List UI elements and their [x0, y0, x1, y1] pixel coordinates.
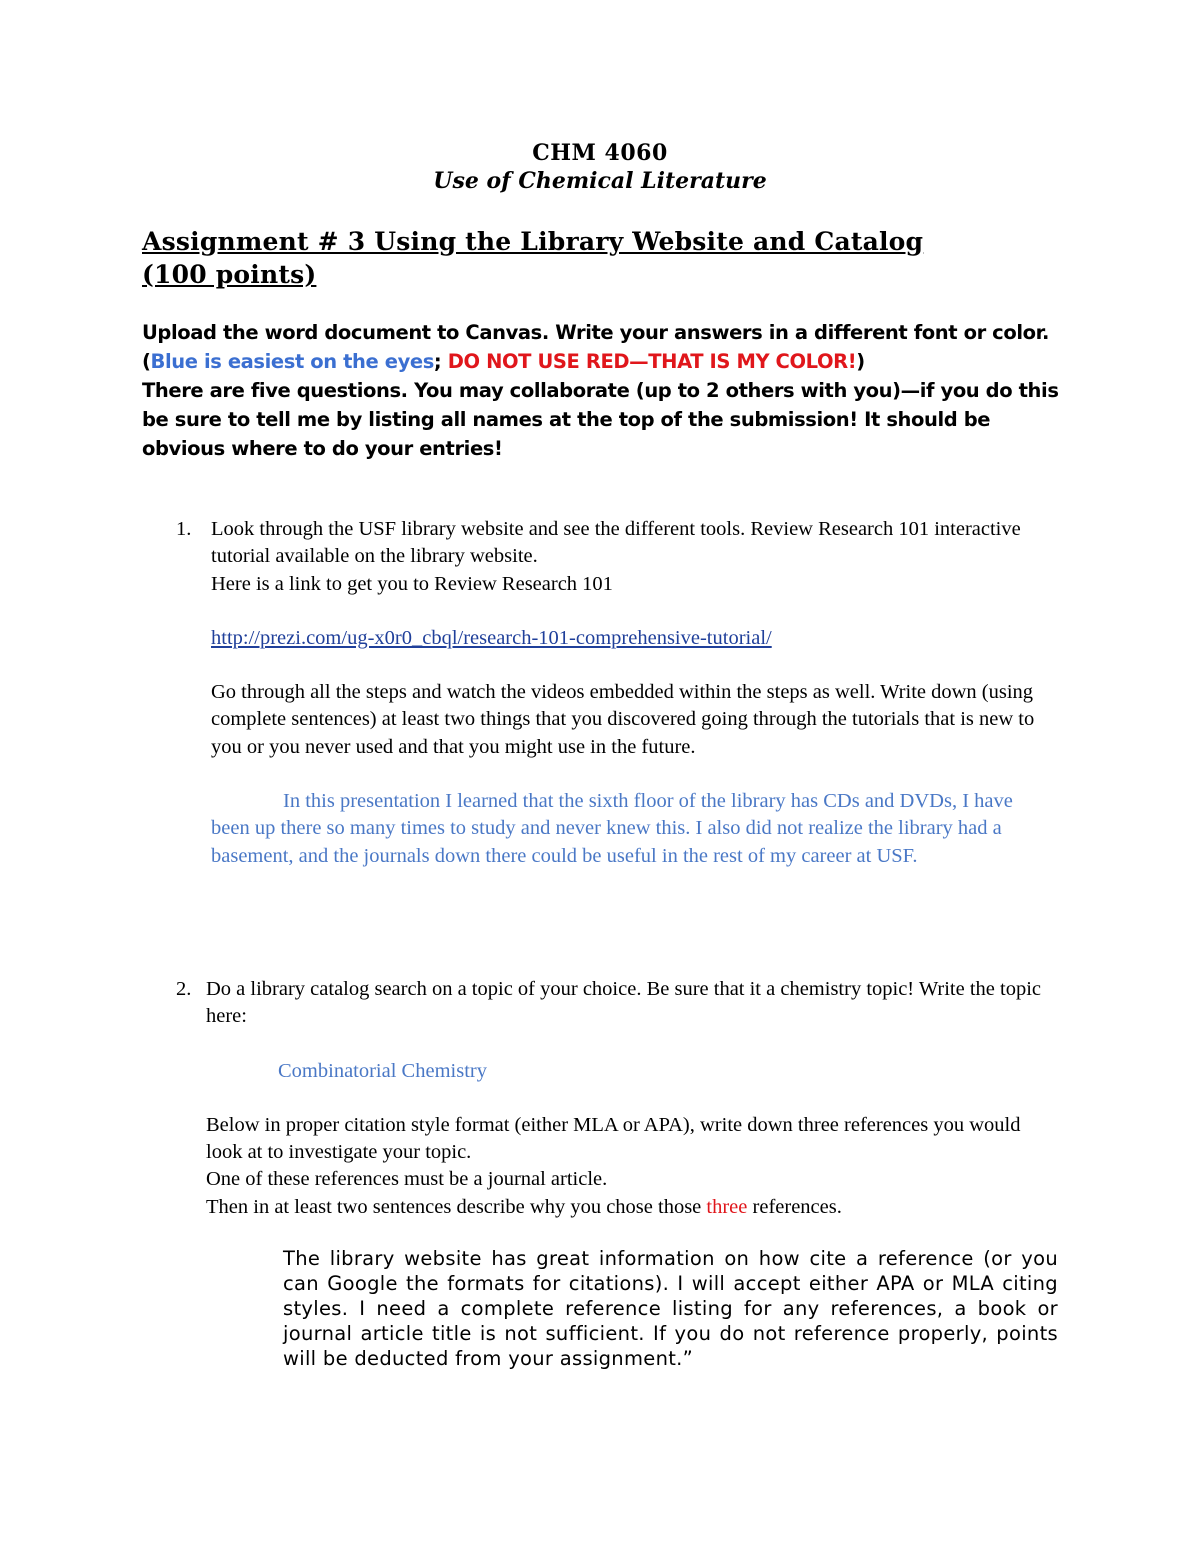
- assignment-title-line2: (100 points): [142, 260, 317, 289]
- question-2-describe-prompt: Then in at least two sentences describe why you chose those three references.: [206, 1195, 842, 1218]
- highlight-three: three: [706, 1195, 748, 1218]
- question-2-intro: Do a library catalog search on a topic of your choice. Be sure that it a chemistry topic! Write the topic here:: [206, 978, 1042, 1028]
- question-2-journal-requirement: One of these references must be a journal article.: [206, 1168, 608, 1191]
- question-2-topic-answer[interactable]: Combinatorial Chemistry: [278, 1059, 487, 1082]
- question-2-body: [206, 976, 1056, 1221]
- question-1-body: [211, 516, 1056, 870]
- instructions-text: Upload the word document to Canvas. Write your answers in a different font or color. (: [142, 321, 1050, 373]
- instructions-semicolon: ;: [433, 350, 448, 373]
- question-2: [176, 976, 1056, 1221]
- instructions-blue-phrase: Blue is easiest on the eyes: [150, 350, 434, 373]
- assignment-title-line1: Assignment # 3 Using the Library Website and Catalog: [142, 227, 924, 256]
- citation-note: The library website has great information on how cite a reference (or you can Google the formats for citations). I will accept either APA or MLA citing styles. I need a complete reference listing for any references, a book or journal article title is not sufficient. If you do not reference properly, points will be deducted from your assignment.”: [283, 1247, 1058, 1370]
- instructions-close-paren: ): [856, 350, 865, 373]
- question-1-prompt: Go through all the steps and watch the videos embedded within the steps as well. Write down (using complete sentences) at least two things that you discovered going through the tutorials that is new to you or you never used and that you might use in the future.: [211, 681, 1035, 758]
- question-2-number: 2.: [176, 978, 192, 1000]
- question-1: [176, 516, 1056, 870]
- instructions-red-phrase: DO NOT USE RED—THAT IS MY COLOR!: [447, 350, 857, 373]
- assignment-title: [142, 225, 1042, 291]
- instructions: [142, 318, 1062, 463]
- question-1-link-intro: Here is a link to get you to Review Research 101: [211, 572, 613, 595]
- course-code: CHM 4060: [532, 140, 668, 166]
- course-name: Use of Chemical Literature: [433, 168, 767, 194]
- question-1-number: 1.: [176, 518, 192, 540]
- question-2-references-prompt: Below in proper citation style format (either MLA or APA), write down three references you would look at to investigate your topic.: [206, 1113, 1021, 1164]
- question-1-answer[interactable]: In this presentation I learned that the sixth floor of the library has CDs and DVDs, I have been up there so many times to study and never knew this. I also did not realize the library had a basement, and the journals down there could be useful in the rest of my career at USF.: [211, 790, 1013, 867]
- question-1-intro: Look through the USF library website and see the different tools. Review Research 101 interactive tutorial available on the library website.: [211, 518, 1021, 568]
- instructions-paragraph-2: There are five questions. You may collaborate (up to 2 others with you)—if you do this be sure to tell me by listing all names at the top of the submission! It should be obvious where to do your entries!: [142, 379, 1059, 460]
- research-101-link[interactable]: http://prezi.com/ug-x0r0_cbql/research-101-comprehensive-tutorial/: [211, 626, 772, 649]
- instructions-paragraph-1: [142, 318, 1062, 376]
